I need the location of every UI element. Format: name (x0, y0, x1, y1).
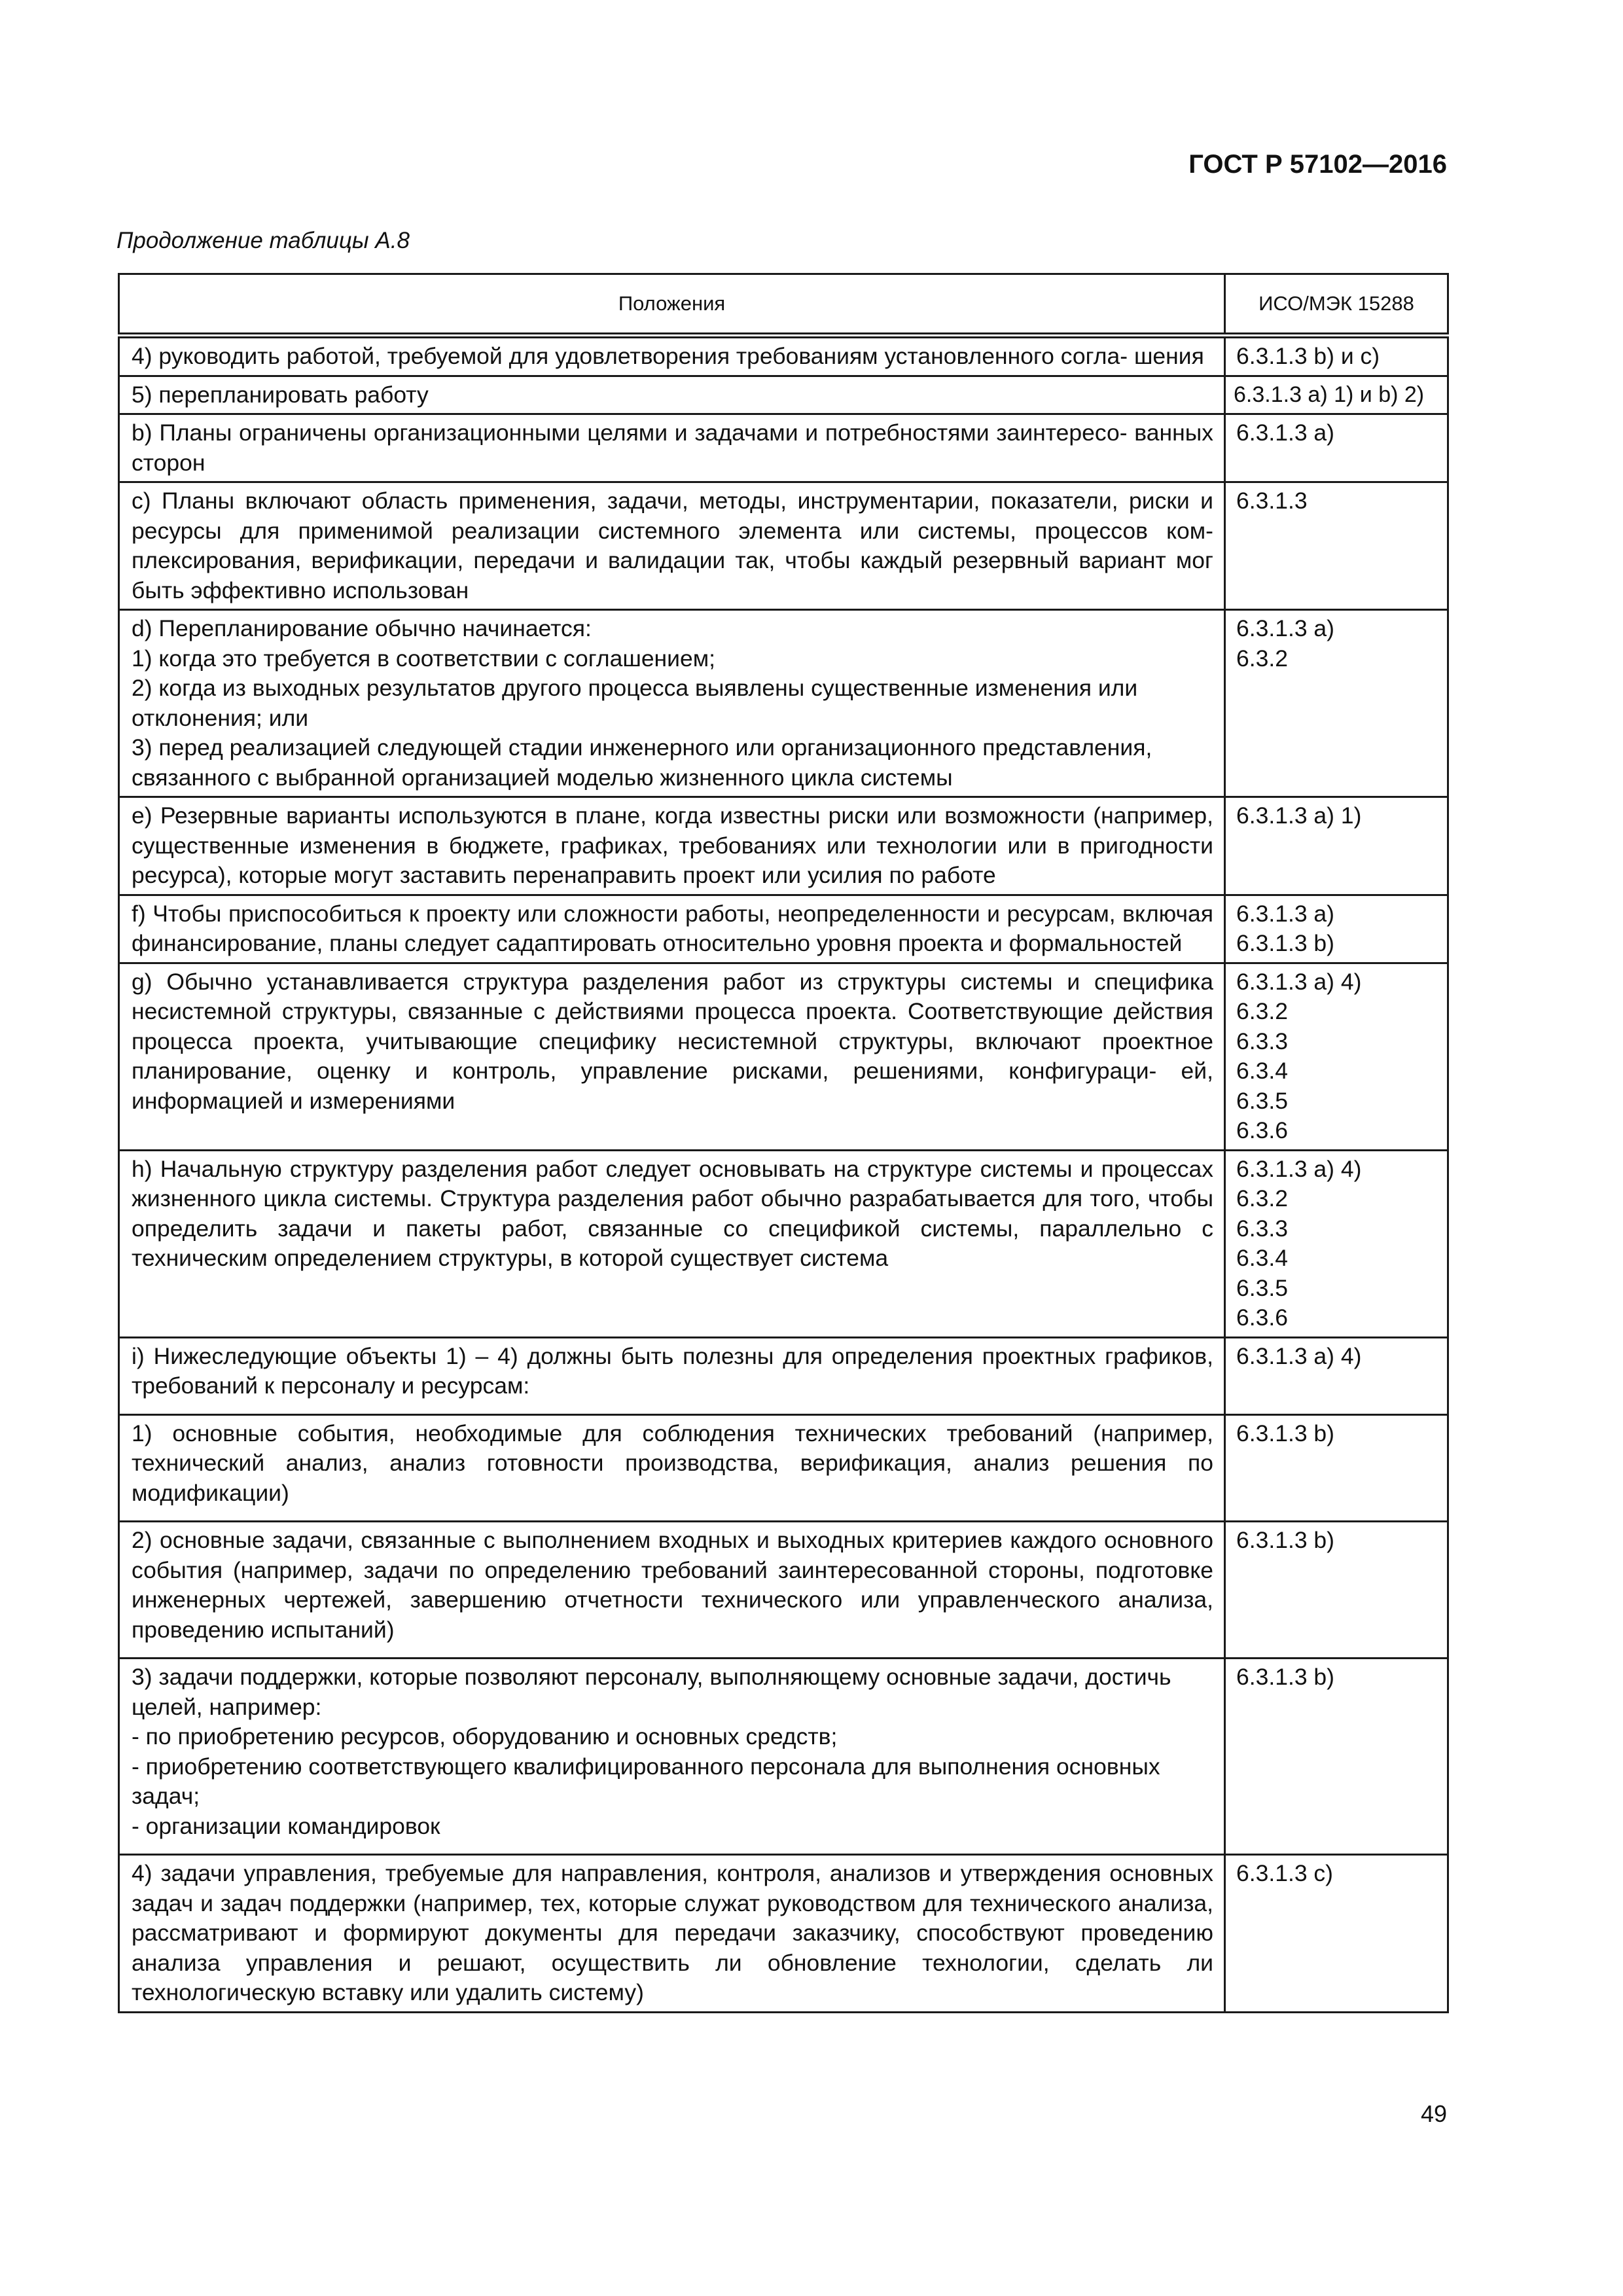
table-row (119, 482, 1448, 610)
table-caption: Продолжение таблицы А.8 (116, 228, 410, 253)
requirements-table (118, 273, 1449, 2013)
reference-cell: 6.3.1.3 b) (1225, 1522, 1448, 1659)
reference-cell: 6.3.1.3 a) 6.3.2 (1225, 610, 1448, 797)
table-row (119, 1659, 1448, 1855)
reference-cell: 6.3.1.3 a) 1) (1225, 797, 1448, 895)
provision-cell: e) Резервные варианты используются в плане, когда известны риски или возможности (например, существенные изменения в бюджете, графиках, требованиях или технологии или в пригодности ресурса), которые могут заставить перенаправить проект или усилия по работе (119, 797, 1225, 895)
page-number: 49 (1420, 2100, 1447, 2127)
reference-cell: 6.3.1.3 b) (1225, 1414, 1448, 1522)
table-row (119, 1337, 1448, 1414)
provision-cell: g) Обычно устанавливается структура разделения работ из структуры системы и специфика несистемной структуры, связанные с действиями процесса проекта. Соответствующие действия процесса проекта, учитывающие специфику несистемной структуры, включают проектное планирование, оценку и контроль, управление рисками, решениями, конфигураци- ей, информацией и измерениями (119, 963, 1225, 1150)
reference-cell: 6.3.1.3 a) 4) 6.3.2 6.3.3 6.3.4 6.3.5 6.3.6 (1225, 963, 1448, 1150)
provision-cell: h) Начальную структуру разделения работ следует основывать на структуре системы и процессах жизненного цикла системы. Структура разделения работ обычно разрабатывается для того, чтобы определить задачи и пакеты работ, связанные со спецификой системы, параллельно с техническим определением структуры, в которой существует система (119, 1150, 1225, 1337)
table-row (119, 1414, 1448, 1522)
reference-cell: 6.3.1.3 b) (1225, 1659, 1448, 1855)
provision-cell: 4) руководить работой, требуемой для удовлетворения требованиям установленного согла- шения (119, 336, 1225, 376)
table-row (119, 376, 1448, 414)
reference-cell: 6.3.1.3 a) 6.3.1.3 b) (1225, 895, 1448, 963)
provision-cell: d) Перепланирование обычно начинается: 1) когда это требуется в соответствии с соглашением; 2) когда из выходных результатов другого процесса выявлены существенные изменения или отклонения; или 3) перед реализацией следующей стадии инженерного или организационного представления, связанного с выбранной организацией моделью жизненного цикла системы (119, 610, 1225, 797)
provision-cell: 5) перепланировать работу (119, 376, 1225, 414)
table-row (119, 963, 1448, 1150)
table-row (119, 1855, 1448, 2013)
provision-cell: 4) задачи управления, требуемые для направления, контроля, анализов и утверждения основных задач и задач поддержки (например, тех, которые служат руководством для технического анализа, рассматривают и формируют документы для передачи заказчику, способствуют проведению анализа управления и решают, осуществить ли обновление технологии, сделать ли технологическую вставку или удалить систему) (119, 1855, 1225, 2013)
table-row (119, 895, 1448, 963)
reference-cell: 6.3.1.3 b) и c) (1225, 336, 1448, 376)
provision-cell: 1) основные события, необходимые для соблюдения технических требований (например, технический анализ, анализ готовности производства, верификация, анализ решения по модификации) (119, 1414, 1225, 1522)
reference-cell: 6.3.1.3 a) 4) 6.3.2 6.3.3 6.3.4 6.3.5 6.3.6 (1225, 1150, 1448, 1337)
reference-cell: 6.3.1.3 c) (1225, 1855, 1448, 2013)
provision-cell: c) Планы включают область применения, задачи, методы, инструментарии, показатели, риски и ресурсы для применимой реализации системного элемента или системы, процессов ком- плексирования, верификации, передачи и валидации так, чтобы каждый резервный вариант мог быть эффективно использован (119, 482, 1225, 610)
reference-cell: 6.3.1.3 a) (1225, 414, 1448, 482)
provision-cell: 3) задачи поддержки, которые позволяют персоналу, выполняющему основные задачи, достичь целей, например: - по приобретению ресурсов, оборудованию и основных средств; - приобретению соответствующего квалифицированного персонала для выполнения основных задач; - организации командировок (119, 1659, 1225, 1855)
table-row (119, 1522, 1448, 1659)
table-row (119, 610, 1448, 797)
table-header-row (119, 274, 1448, 336)
reference-cell: 6.3.1.3 a) 1) и b) 2) (1225, 376, 1448, 414)
table-row (119, 797, 1448, 895)
provision-cell: b) Планы ограничены организационными целями и задачами и потребностями заинтересо- ванных сторон (119, 414, 1225, 482)
column-header-iso-iec-15288: ИСО/МЭК 15288 (1225, 274, 1448, 336)
reference-cell: 6.3.1.3 a) 4) (1225, 1337, 1448, 1414)
reference-cell: 6.3.1.3 (1225, 482, 1448, 610)
provision-cell: i) Нижеследующие объекты 1) – 4) должны быть полезны для определения проектных графиков, требований к персоналу и ресурсам: (119, 1337, 1225, 1414)
document-id: ГОСТ Р 57102—2016 (1188, 150, 1447, 179)
provision-cell: 2) основные задачи, связанные с выполнением входных и выходных критериев каждого основного события (например, задачи по определению требований заинтересованной стороны, подготовке инженерных чертежей, завершению отчетности технического или управленческого анализа, проведению испытаний) (119, 1522, 1225, 1659)
provision-cell: f) Чтобы приспособиться к проекту или сложности работы, неопределенности и ресурсам, включая финансирование, планы следует садаптировать относительно уровня проекта и формальностей (119, 895, 1225, 963)
table-row (119, 1150, 1448, 1337)
table-row (119, 414, 1448, 482)
column-header-provisions: Положения (119, 274, 1225, 336)
table-row (119, 336, 1448, 376)
